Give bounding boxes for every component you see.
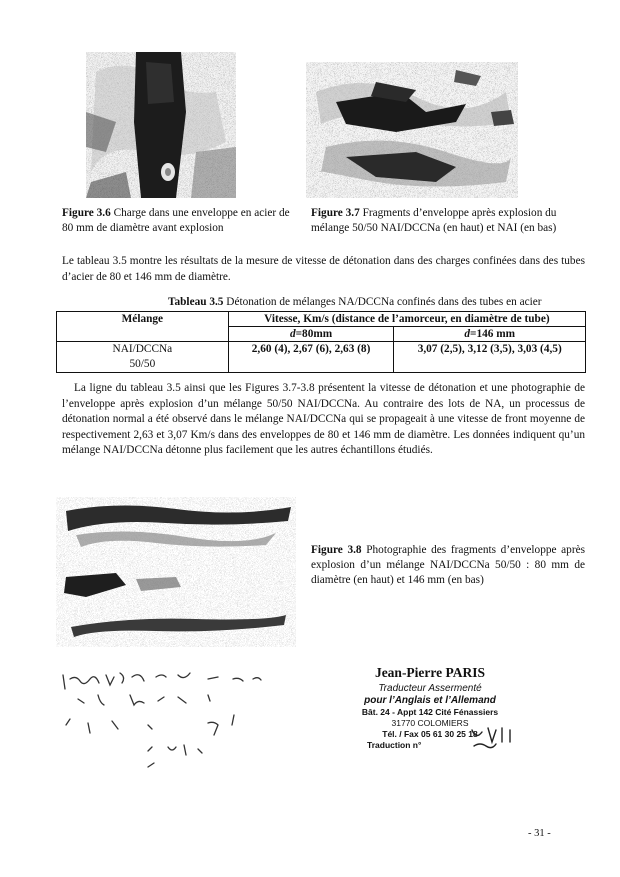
stamp-languages: pour l’Anglais et l’Allemand xyxy=(364,695,496,706)
table-subheader-146-text: =146 mm xyxy=(470,328,516,340)
figure-3-7-photo xyxy=(306,62,518,198)
table-3-5-label: Tableau 3.5 xyxy=(168,296,224,308)
intro-paragraph: Le tableau 3.5 montre les résultats de la mesure de vitesse de détonation dans des charges confinées dans des tubes d’acier de 80 et 146 mm de diamètre. xyxy=(62,255,585,283)
handwritten-annotation xyxy=(58,655,298,775)
stamp-last-name: PARIS xyxy=(445,665,486,680)
table-header-row xyxy=(57,312,586,327)
stamp-first-name: Jean-Pierre xyxy=(374,665,443,680)
figure-3-8-label: Figure 3.8 xyxy=(311,544,362,556)
figure-3-6-label: Figure 3.6 xyxy=(62,207,111,219)
translator-signature xyxy=(468,722,528,752)
table-subheader-80 xyxy=(228,327,394,342)
figure-3-8-photo xyxy=(56,497,296,647)
figure-3-7-caption-text: Fragments d’enveloppe après explosion du mélange 50/50 NAI/DCCNa (en haut) et NAI (en bas) xyxy=(311,207,557,234)
stamp-address: Bât. 24 - Appt 142 Cité Fénassiers xyxy=(361,707,499,717)
figure-3-6-caption xyxy=(62,206,292,235)
stamp-city: 31770 COLOMIERS xyxy=(391,718,469,728)
discussion-paragraph: La ligne du tableau 3.5 ainsi que les Figures 3.7-3.8 présentent la vitesse de détonation et une photographie de l’enveloppe après explosion d’un mélange 50/50 NAI/DCCNa. Au contraire des lots de NA, un processus de détonation normal a été observé dans le mélange NAI/DCCNa qui se propageait à une vitesse de front moyenne de respectivement 2,63 et 3,07 Km/s dans des enveloppes de 80 et 146 mm de diamètre. Les données indiquent qu’un mélange NAI/DCCNa détonne plus facilement que les autres échantillons étudiés. xyxy=(62,382,585,457)
table-3-5-title-text: Détonation de mélanges NA/DCCNa confinés dans des tubes en acier xyxy=(223,296,542,308)
table-cell-146: 3,07 (2,5), 3,12 (3,5), 3,03 (4,5) xyxy=(394,342,586,373)
table-header-velocity: Vitesse, Km/s (distance de l’amorceur, en diamètre de tube) xyxy=(228,312,585,327)
d-italic: d xyxy=(464,328,471,340)
table-3-5 xyxy=(56,311,586,373)
figure-3-7-caption xyxy=(311,206,585,235)
table-header-mixture: Mélange xyxy=(57,312,229,342)
table-subheader-146 xyxy=(394,327,586,342)
stamp-translation-no-label: Traduction n° xyxy=(367,740,422,750)
page-number: - 31 - xyxy=(528,828,551,839)
stamp-phone: Tél. / Fax 05 61 30 25 18 xyxy=(382,729,478,739)
stamp-title: Traducteur Assermenté xyxy=(378,683,482,694)
table-subheader-80-text: =80mm xyxy=(295,328,333,340)
mixture-line-1: NAI/DCCNa xyxy=(112,343,173,355)
d-italic: d xyxy=(289,328,296,340)
figure-3-6-caption-text: Charge dans une enveloppe en acier de 80 mm de diamètre avant explosion xyxy=(62,207,290,234)
table-cell-80: 2,60 (4), 2,67 (6), 2,63 (8) xyxy=(228,342,394,373)
mixture-line-2: 50/50 xyxy=(129,358,156,370)
figure-3-8-caption xyxy=(311,543,585,588)
stamp-name xyxy=(355,665,505,681)
figure-3-7-label: Figure 3.7 xyxy=(311,207,360,219)
table-3-5-title xyxy=(168,296,542,308)
figure-3-6-photo xyxy=(86,52,236,198)
table-cell-mixture xyxy=(57,342,229,373)
table-row xyxy=(57,342,586,373)
figure-3-8-caption-text: Photographie des fragments d’enveloppe après explosion d’un mélange NAI/DCCNa 50/50 : 80 mm de diamètre (en haut) et 146 mm (en bas) xyxy=(311,544,585,586)
